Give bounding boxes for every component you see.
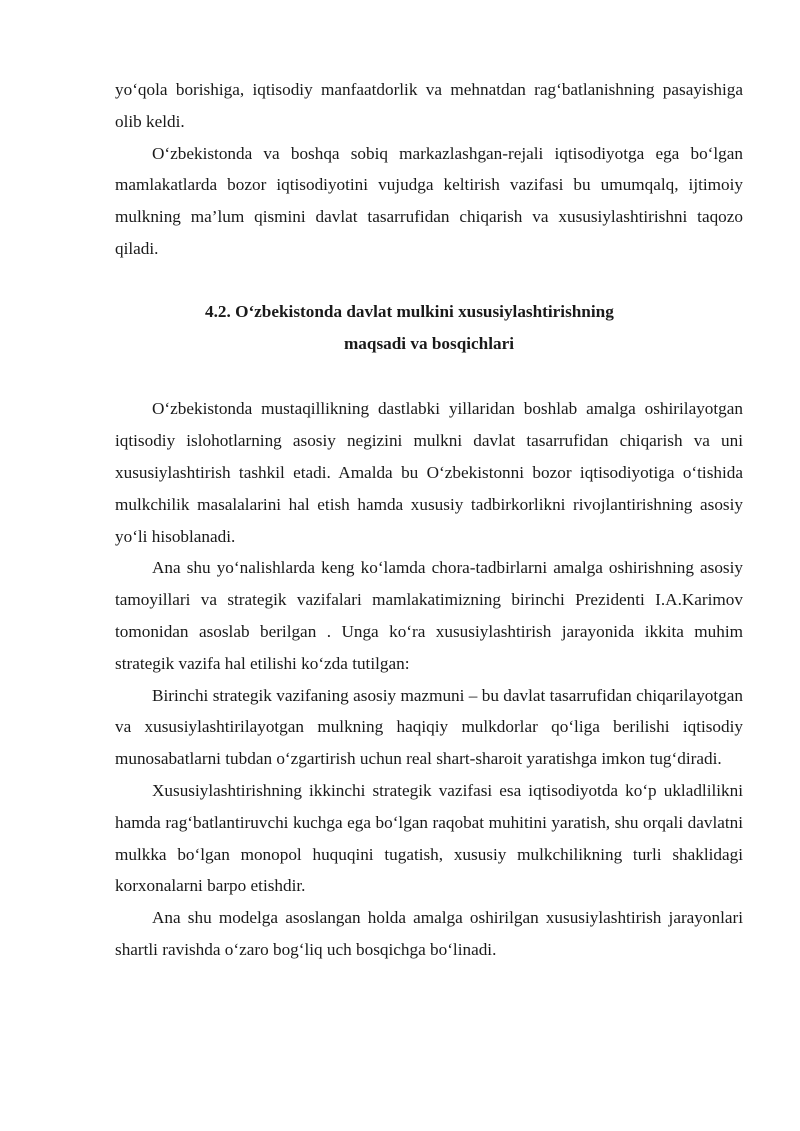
paragraph-intro: O‘zbekistonda va boshqa sobiq markazlashgan-rejali iqtisodiyotga ega bo‘lgan mamlakatlarda bozor iqtisodiyotini vujudga keltirish vazifasi bu umumqalq, ijtimoiy mulkning ma’lum qismini davlat tasarrufidan chiqarish va xususiylashtirishni taqozo qiladi. [115, 143, 743, 258]
paragraph-second-task: Xususiylashtirishning ikkinchi strategik vazifasi esa iqtisodiyotda ko‘p ukladlilikni hamda rag‘batlantiruvchi kuchga ega bo‘lgan raqobat muhitini yaratish, shu orqali davlatni mulkka bo‘lgan monopol huquqini tugatish, xususiy mulkchilikning turli shaklidagi korxonalarni barpo etishdir. [115, 780, 743, 896]
paragraph-continuation: yo‘qola borishiga, iqtisodiy manfaatdorlik va mehnatdan rag‘batlanishning pasayishiga olib keldi. [115, 80, 743, 131]
spacer [115, 265, 743, 296]
section-heading-line-1: 4.2. O‘zbekistonda davlat mulkini xususiylashtirishning [205, 301, 614, 321]
spacer [115, 359, 743, 393]
section-heading-line-2: maqsadi va bosqichlari [343, 333, 514, 353]
document-page [115, 74, 743, 966]
paragraph-privatization-basis: O‘zbekistonda mustaqillikning dastlabki yillaridan boshlab amalga oshirilayotgan iqtisodiy islohotlarning asosiy negizini mulkni davlat tasarrufidan chiqarish va uni xususiylashtirish tashkil etadi. Amalda bu O‘zbekistonni bozor iqtisodiyotiga o‘tishida mulkchilik masalalarini hal etish hamda xususiy tadbirkorlikni rivojlantirishning asosiy yo‘li hisoblanadi. [115, 399, 743, 546]
paragraph-stages: Ana shu modelga asoslangan holda amalga oshirilgan xususiylashtirish jarayonlari shartli ravishda o‘zaro bog‘liq uch bosqichga bo‘linadi. [115, 908, 743, 959]
paragraph-strategic-tasks: Ana shu yo‘nalishlarda keng ko‘lamda chora-tadbirlarni amalga oshirishning asosiy tamoyillari va strategik vazifalari mamlakatimizning birinchi Prezidenti I.A.Karimov tomonidan asoslab berilgan . Unga ko‘ra xususiylashtirish jarayonida ikkita muhim strategik vazifa hal etilishi ko‘zda tutilgan: [115, 558, 743, 673]
paragraph-first-task: Birinchi strategik vazifaning asosiy mazmuni – bu davlat tasarrufidan chiqarilayotgan va xususiylashtirilayotgan mulkning haqiqiy mulkdorlar qo‘liga berilishi iqtisodiy munosabatlarni tubdan o‘zgartirish uchun real shart-sharoit yaratishga imkon tug‘diradi. [115, 685, 743, 769]
section-heading [115, 296, 743, 360]
